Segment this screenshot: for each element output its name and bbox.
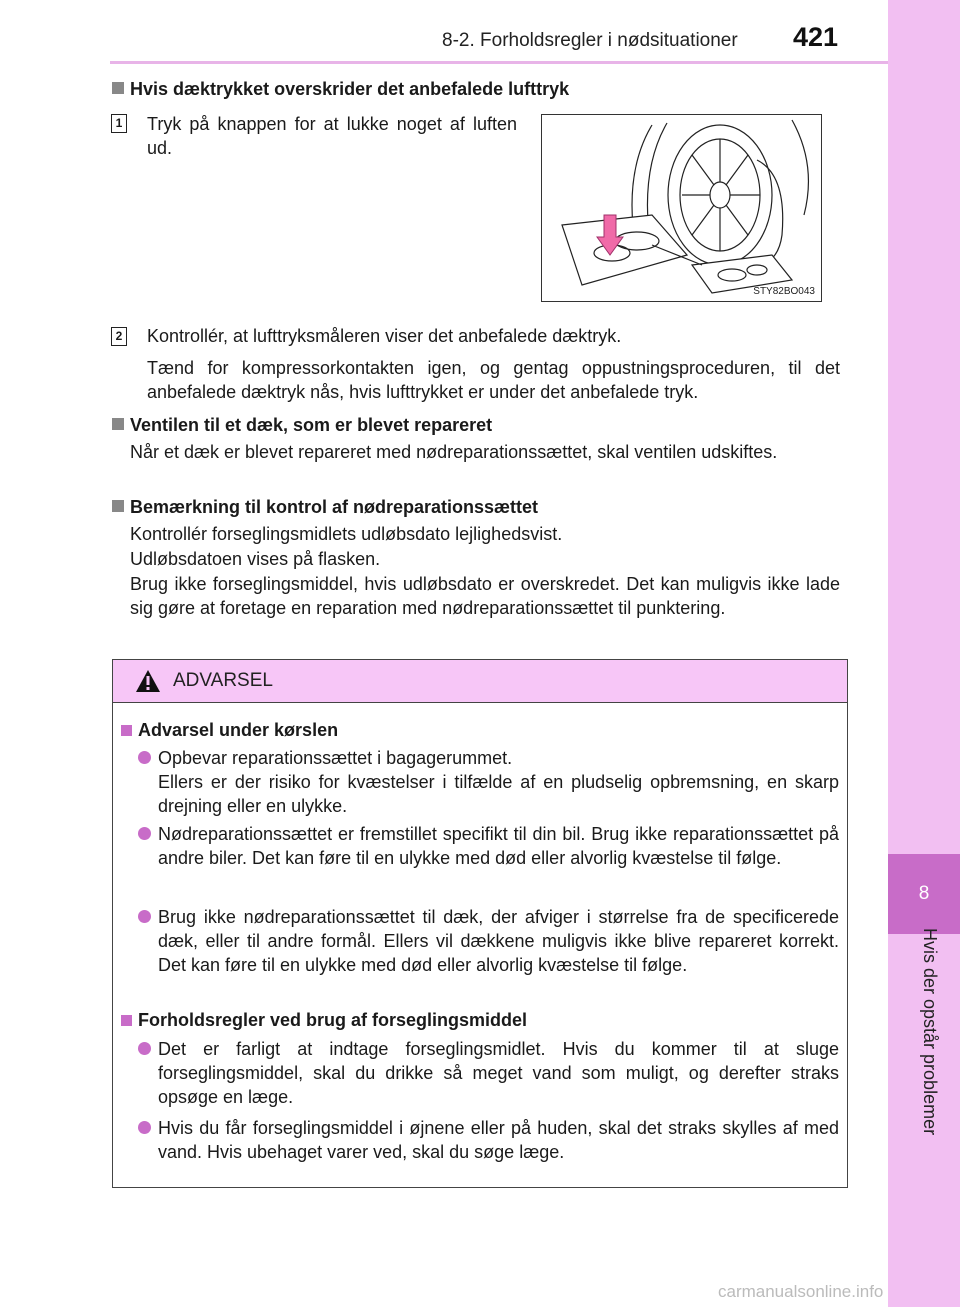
header-title: 8-2. Forholdsregler i nødsituationer — [442, 30, 738, 51]
warning-subheading: Advarsel under kørslen — [121, 720, 338, 741]
step-number: 1 — [111, 114, 127, 133]
compressor-illustration — [541, 114, 822, 302]
warning-item: Brug ikke nødreparationssættet til dæk, der afviger i størrelse fra de specificerede dæk, eller til andre formål. Ellers vil dækkene muligvis ikke blive repareret korrekt. Det kan føre til en ulykke med død eller alvorlig kvæstelse til følge. — [139, 905, 839, 977]
bullet-dot-icon — [138, 1042, 151, 1055]
section-heading: Ventilen til et dæk, som er blevet repareret — [112, 415, 492, 436]
bullet-dot-icon — [138, 910, 151, 923]
warning-triangle-icon — [135, 669, 161, 693]
watermark-logo: carmanualsonline.info — [718, 1282, 884, 1301]
page-number: 421 — [793, 22, 839, 52]
header-rule — [110, 61, 888, 64]
square-bullet-icon — [121, 1015, 132, 1026]
bullet-dot-icon — [138, 751, 151, 764]
square-bullet-icon — [112, 418, 124, 430]
warning-subheading: Forholdsregler ved brug af forseglingsmiddel — [121, 1010, 527, 1031]
tire-compressor-icon — [542, 115, 821, 301]
section-text: Når et dæk er blevet repareret med nødreparationssættet, skal ventilen udskiftes. — [130, 442, 778, 462]
bullet-dot-icon — [138, 827, 151, 840]
step-note: Tænd for kompressorkontakten igen, og gentag oppustningsproceduren, til det anbefalede dæktryk nås, hvis lufttrykket er under det anbefalede tryk. — [147, 358, 840, 402]
bullet-dot-icon — [138, 1121, 151, 1134]
warning-title: ADVARSEL — [173, 670, 273, 691]
section-text: Kontrollér forseglingsmidlets udløbsdato lejlighedsvist. — [130, 524, 563, 544]
warning-box — [112, 659, 848, 1188]
chapter-label: Hvis der opstår problemer — [920, 928, 940, 1136]
square-bullet-icon — [112, 82, 124, 94]
side-tab — [888, 0, 960, 1307]
page-header — [0, 0, 888, 62]
warning-header — [113, 660, 847, 703]
square-bullet-icon — [121, 725, 132, 736]
section-text: Udløbsdatoen vises på flasken. — [130, 549, 381, 569]
warning-item: Opbevar reparationssættet i bagagerummet. Ellers er der risiko for kvæstelser i tilfælde af en pludselig opbremsning, en skarp drejning eller en ulykke. — [139, 746, 839, 818]
step-number: 2 — [111, 327, 127, 346]
chapter-number: 8 — [888, 854, 960, 934]
section-text: Brug ikke forseglingsmiddel, hvis udløbsdato er overskredet. Det kan muligvis ikke lade sig gøre at foretage en reparation med nødreparationssættet til punktering. — [130, 574, 840, 618]
figure-code: STY82BO043 — [753, 286, 815, 297]
step-text: Tryk på knappen for at lukke noget af luften ud. — [147, 114, 517, 158]
step-text: Kontrollér, at lufttryksmåleren viser det anbefalede dæktryk. — [147, 326, 622, 346]
warning-item: Det er farligt at indtage forseglingsmidlet. Hvis du kommer til at sluge forseglingsmiddel, skal du drikke så meget vand som muligt, og derefter straks opsøge en læge. — [139, 1037, 839, 1109]
section-heading: Hvis dæktrykket overskrider det anbefalede lufttryk — [112, 79, 569, 100]
warning-item: Hvis du får forseglingsmiddel i øjnene eller på huden, skal det straks skylles af med vand. Hvis ubehaget varer ved, skal du søge læge. — [139, 1116, 839, 1164]
square-bullet-icon — [112, 500, 124, 512]
section-heading: Bemærkning til kontrol af nødreparationssættet — [112, 497, 538, 518]
warning-item: Nødreparationssættet er fremstillet specifikt til din bil. Brug ikke reparationssættet på andre biler. Det kan føre til en ulykke med død eller alvorlig kvæstelse til følge. — [139, 822, 839, 870]
